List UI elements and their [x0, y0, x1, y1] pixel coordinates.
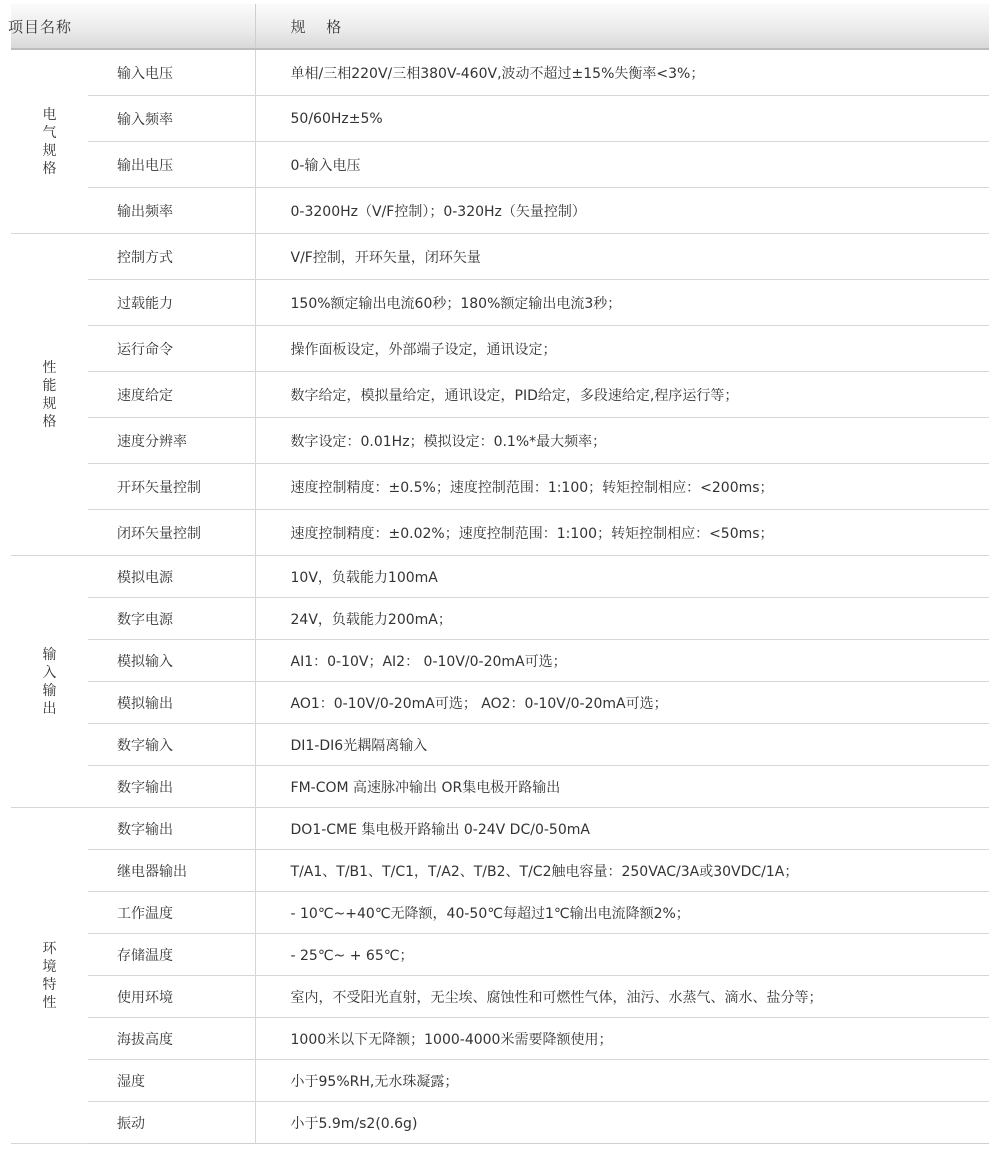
- item-name: 数字输出: [88, 766, 255, 808]
- table-row: [11, 280, 989, 326]
- group-label: 性能规格: [11, 234, 88, 556]
- header-item-name: 项目名称: [11, 4, 255, 49]
- item-name: 输入电压: [88, 49, 255, 96]
- item-spec: - 25℃~ + 65℃；: [255, 934, 989, 976]
- table-row: [11, 808, 989, 850]
- table-row: [11, 934, 989, 976]
- item-name: 模拟输入: [88, 640, 255, 682]
- table-row: [11, 418, 989, 464]
- group-label: 环境特性: [11, 808, 88, 1144]
- item-spec: 小于5.9m/s2(0.6g): [255, 1102, 989, 1144]
- item-name: 运行命令: [88, 326, 255, 372]
- item-spec: DI1-DI6光耦隔离输入: [255, 724, 989, 766]
- item-name: 数字输入: [88, 724, 255, 766]
- item-name: 湿度: [88, 1060, 255, 1102]
- table-row: [11, 1060, 989, 1102]
- table-row: [11, 976, 989, 1018]
- item-spec: 24V，负载能力200mA；: [255, 598, 989, 640]
- table-row: [11, 640, 989, 682]
- table-row: [11, 766, 989, 808]
- item-spec: 50/60Hz±5%: [255, 96, 989, 142]
- item-name: 数字电源: [88, 598, 255, 640]
- spec-table: [8, 4, 989, 1144]
- item-spec: 速度控制精度：±0.02%；速度控制范围：1:100；转矩控制相应：<50ms；: [255, 510, 989, 556]
- item-spec: AO1：0-10V/0-20mA可选； AO2：0-10V/0-20mA可选；: [255, 682, 989, 724]
- item-name: 振动: [88, 1102, 255, 1144]
- item-spec: 数字给定，模拟量给定，通讯设定，PID给定，多段速给定,程序运行等；: [255, 372, 989, 418]
- item-spec: T/A1、T/B1、T/C1，T/A2、T/B2、T/C2触电容量：250VAC/3A或30VDC/1A；: [255, 850, 989, 892]
- item-name: 速度分辨率: [88, 418, 255, 464]
- table-row: [11, 372, 989, 418]
- item-spec: 室内，不受阳光直射，无尘埃、腐蚀性和可燃性气体，油污、水蒸气、滴水、盐分等；: [255, 976, 989, 1018]
- group-label: 电气规格: [11, 49, 88, 234]
- table-row: [11, 188, 989, 234]
- item-spec: 10V，负载能力100mA: [255, 556, 989, 598]
- table-row: [11, 510, 989, 556]
- item-name: 模拟电源: [88, 556, 255, 598]
- table-row: [11, 464, 989, 510]
- item-spec: 数字设定：0.01Hz；模拟设定：0.1%*最大频率；: [255, 418, 989, 464]
- table-row: [11, 1102, 989, 1144]
- item-name: 数字输出: [88, 808, 255, 850]
- item-name: 工作温度: [88, 892, 255, 934]
- item-spec: 操作面板设定，外部端子设定，通讯设定；: [255, 326, 989, 372]
- table-row: [11, 556, 989, 598]
- item-name: 输入频率: [88, 96, 255, 142]
- item-name: 闭环矢量控制: [88, 510, 255, 556]
- table-row: [11, 598, 989, 640]
- item-name: 输出电压: [88, 142, 255, 188]
- item-spec: 小于95%RH,无水珠凝露；: [255, 1060, 989, 1102]
- item-name: 控制方式: [88, 234, 255, 280]
- item-spec: 速度控制精度：±0.5%；速度控制范围：1:100；转矩控制相应：<200ms；: [255, 464, 989, 510]
- table-row: [11, 96, 989, 142]
- item-name: 存储温度: [88, 934, 255, 976]
- item-name: 过载能力: [88, 280, 255, 326]
- table-row: [11, 850, 989, 892]
- table-row: [11, 234, 989, 280]
- table-row: [11, 724, 989, 766]
- item-name: 继电器输出: [88, 850, 255, 892]
- item-name: 开环矢量控制: [88, 464, 255, 510]
- item-spec: DO1-CME 集电极开路输出 0-24V DC/0-50mA: [255, 808, 989, 850]
- table-header-row: [11, 4, 989, 49]
- table-row: [11, 326, 989, 372]
- spec-table-container: [8, 4, 989, 1144]
- item-spec: 0-3200Hz（V/F控制）；0-320Hz（矢量控制）: [255, 188, 989, 234]
- group-label: 输入输出: [11, 556, 88, 808]
- table-row: [11, 682, 989, 724]
- item-spec: AI1：0-10V；AI2： 0-10V/0-20mA可选；: [255, 640, 989, 682]
- item-spec: 150%额定输出电流60秒；180%额定输出电流3秒；: [255, 280, 989, 326]
- item-spec: 0-输入电压: [255, 142, 989, 188]
- item-spec: - 10℃~+40℃无降额，40-50℃每超过1℃输出电流降额2%；: [255, 892, 989, 934]
- table-row: [11, 892, 989, 934]
- item-name: 使用环境: [88, 976, 255, 1018]
- header-spec: 规 格: [255, 4, 989, 49]
- table-row: [11, 49, 989, 96]
- item-spec: V/F控制，开环矢量，闭环矢量: [255, 234, 989, 280]
- item-name: 输出频率: [88, 188, 255, 234]
- item-spec: 1000米以下无降额；1000-4000米需要降额使用；: [255, 1018, 989, 1060]
- item-name: 模拟输出: [88, 682, 255, 724]
- item-spec: FM-COM 高速脉冲输出 OR集电极开路输出: [255, 766, 989, 808]
- table-row: [11, 142, 989, 188]
- item-name: 海拔高度: [88, 1018, 255, 1060]
- item-spec: 单相/三相220V/三相380V-460V,波动不超过±15%失衡率<3%；: [255, 49, 989, 96]
- table-row: [11, 1018, 989, 1060]
- item-name: 速度给定: [88, 372, 255, 418]
